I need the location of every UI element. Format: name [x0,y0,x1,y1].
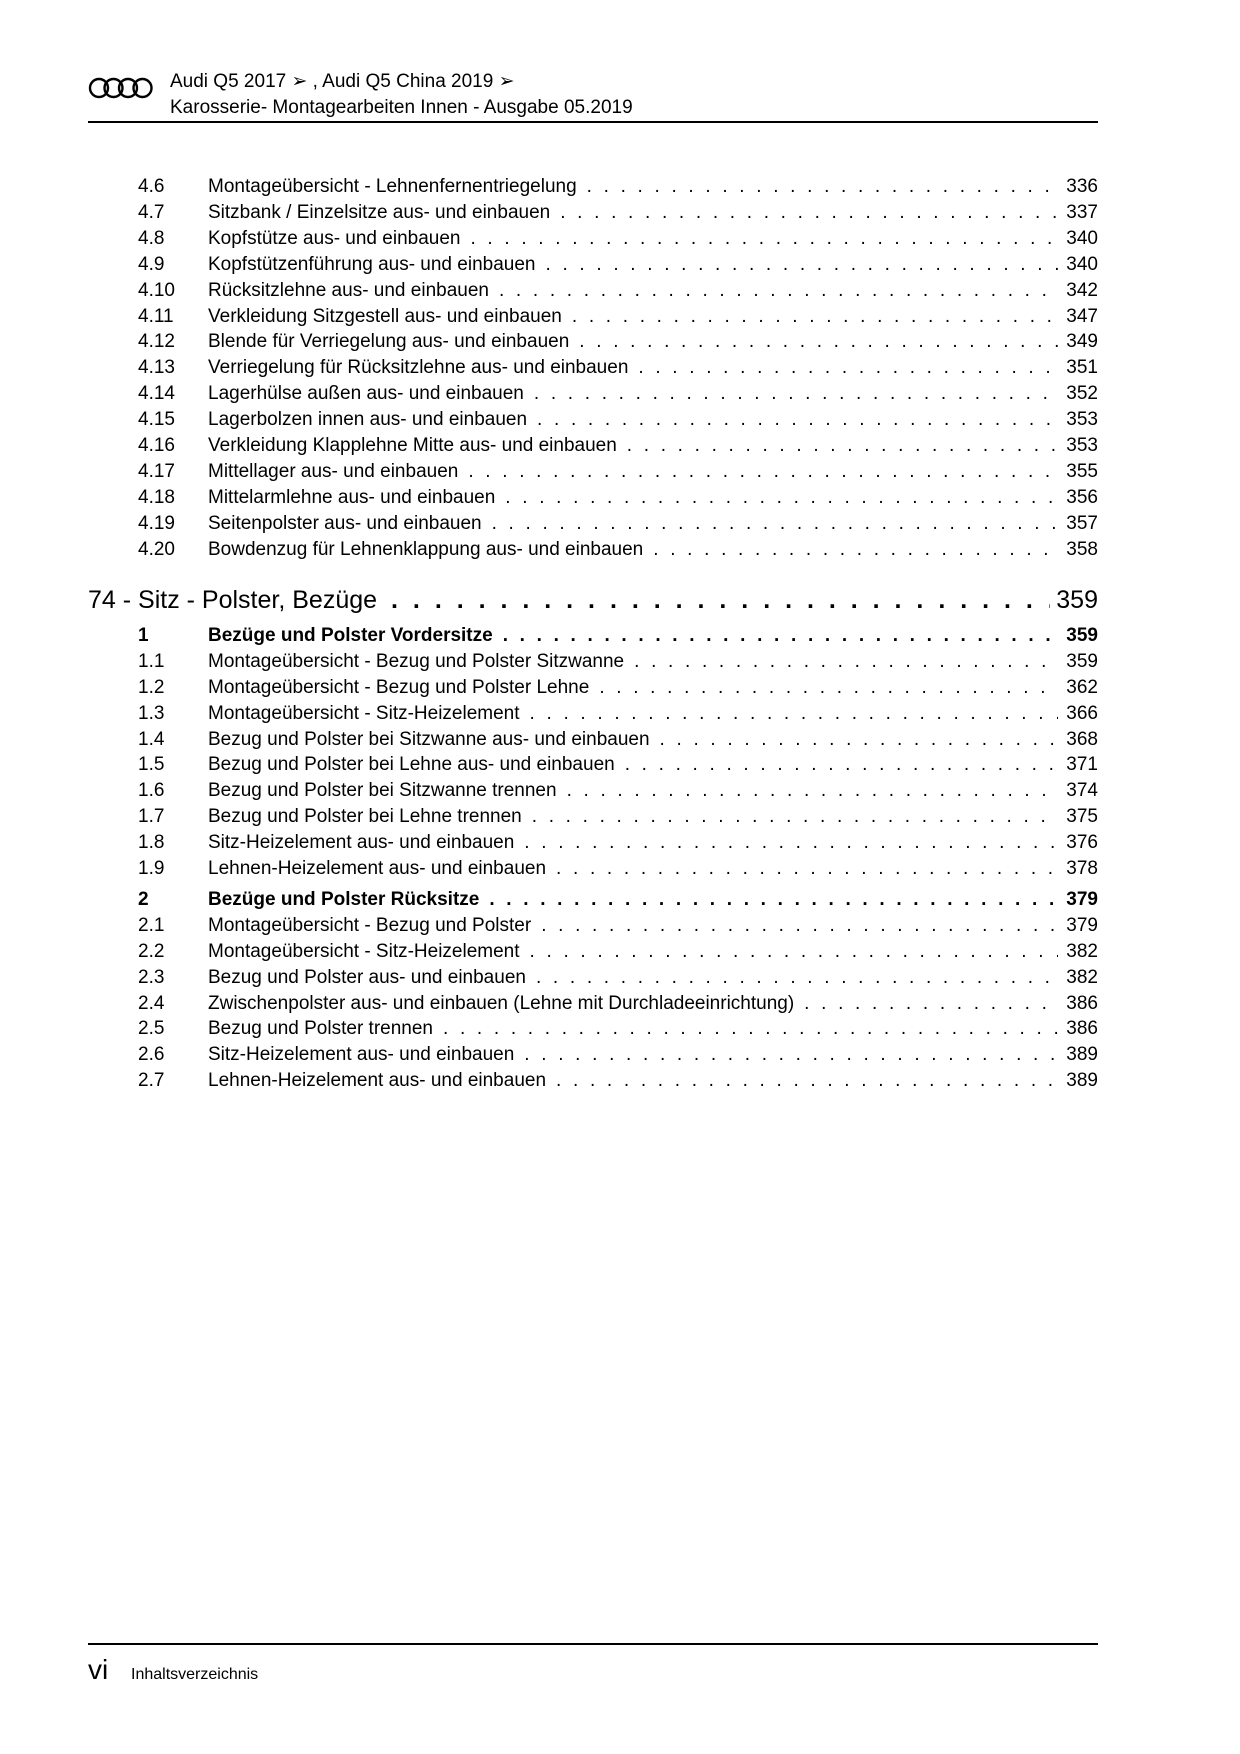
dot-leader [499,278,1058,304]
chapter-page-number: 359 [1056,586,1098,614]
toc-entry[interactable] [138,939,1098,965]
entry-page-number: 368 [1066,729,1098,750]
entry-title: Bezüge und Polster Vordersitze [208,625,493,646]
entry-title: Sitzbank / Einzelsitze aus- und einbauen [208,202,551,223]
entry-number: 2 [138,889,149,910]
entry-page-number: 351 [1066,357,1098,378]
dot-leader [391,583,1050,617]
entry-title: Bezug und Polster bei Lehne aus- und einbauen [208,754,615,775]
entry-page-number: 362 [1066,677,1098,698]
toc-entry[interactable] [138,381,1098,407]
entry-page-number: 347 [1066,306,1098,327]
entry-page-number: 352 [1066,383,1098,404]
entry-number: 4.20 [138,539,175,560]
entry-page-number: 389 [1066,1070,1098,1091]
toc-entry[interactable] [138,727,1098,753]
dot-leader [492,511,1059,537]
toc-entry[interactable] [138,485,1098,511]
entry-page-number: 389 [1066,1044,1098,1065]
entry-number: 2.1 [138,915,165,936]
toc-entry[interactable] [138,965,1098,991]
entry-page-number: 349 [1066,331,1098,352]
entry-title: Mittellager aus- und einbauen [208,461,459,482]
entry-title: Blende für Verriegelung aus- und einbauen [208,331,570,352]
entry-number: 4.8 [138,228,165,249]
dot-leader [541,913,1058,939]
toc-entry[interactable] [138,1042,1098,1068]
dot-leader [660,727,1059,753]
entry-title: Montageübersicht - Bezug und Polster Lehne [208,677,590,698]
entry-number: 1.3 [138,703,165,724]
dot-leader [804,991,1058,1017]
entry-title: Montageübersicht - Bezug und Polster [208,915,532,936]
toc-entry[interactable] [138,1016,1098,1042]
entry-page-number: 353 [1066,409,1098,430]
dot-leader [489,887,1058,913]
toc-entry[interactable] [138,304,1098,330]
dot-leader [532,804,1059,830]
dot-leader [556,856,1058,882]
dot-leader [505,485,1058,511]
toc-section-entry[interactable] [138,887,1098,913]
entry-title: Bezug und Polster aus- und einbauen [208,967,526,988]
toc-entry[interactable] [138,200,1098,226]
dot-leader [524,1042,1058,1068]
entry-page-number: 353 [1066,435,1098,456]
toc-entry[interactable] [138,778,1098,804]
entry-page-number: 342 [1066,280,1098,301]
entry-page-number: 382 [1066,941,1098,962]
entry-title: Zwischenpolster aus- und einbauen (Lehne mit Durchladeeinrichtung) [208,993,795,1014]
entry-title: Lagerhülse außen aus- und einbauen [208,383,524,404]
toc-entry[interactable] [138,701,1098,727]
toc-entry[interactable] [138,830,1098,856]
entry-number: 4.12 [138,331,175,352]
dot-leader [587,174,1059,200]
entry-number: 4.16 [138,435,175,456]
entry-number: 4.19 [138,513,175,534]
dot-leader [567,778,1059,804]
entry-number: 4.18 [138,487,175,508]
dot-leader [599,675,1058,701]
chapter-title: 74 - Sitz - Polster, Bezüge [88,586,378,614]
entry-number: 2.2 [138,941,165,962]
entry-page-number: 379 [1066,889,1098,910]
entry-number: 1.6 [138,780,165,801]
dot-leader [560,200,1058,226]
entry-number: 2.6 [138,1044,165,1065]
entry-number: 4.7 [138,202,165,223]
entry-number: 4.10 [138,280,175,301]
dot-leader [443,1016,1058,1042]
footer-divider [88,1643,1098,1645]
dot-leader [470,226,1058,252]
entry-title: Montageübersicht - Bezug und Polster Sitzwanne [208,651,625,672]
toc-entry[interactable] [138,278,1098,304]
dot-leader [653,537,1058,563]
entry-title: Verkleidung Klapplehne Mitte aus- und einbauen [208,435,617,456]
header-divider [88,121,1098,123]
entry-page-number: 359 [1066,651,1098,672]
entry-title: Sitz-Heizelement aus- und einbauen [208,832,515,853]
entry-number: 4.17 [138,461,175,482]
entry-page-number: 356 [1066,487,1098,508]
entry-page-number: 375 [1066,806,1098,827]
entry-title: Bezug und Polster bei Sitzwanne aus- und einbauen [208,729,650,750]
entry-page-number: 340 [1066,254,1098,275]
toc-entry[interactable] [138,355,1098,381]
footer-section-label: Inhaltsverzeichnis [131,1666,259,1683]
entry-page-number: 359 [1066,625,1098,646]
entry-title: Rücksitzlehne aus- und einbauen [208,280,489,301]
dot-leader [545,252,1058,278]
entry-title: Montageübersicht - Sitz-Heizelement [208,703,520,724]
dot-leader [524,830,1058,856]
entry-title: Bezug und Polster bei Lehne trennen [208,806,522,827]
toc-entry[interactable] [138,752,1098,778]
toc-entry[interactable] [138,407,1098,433]
entry-title: Lagerbolzen innen aus- und einbauen [208,409,528,430]
entry-page-number: 357 [1066,513,1098,534]
entry-number: 1.7 [138,806,165,827]
entry-page-number: 386 [1066,993,1098,1014]
entry-number: 4.14 [138,383,175,404]
entry-title: Verkleidung Sitzgestell aus- und einbauen [208,306,562,327]
footer-page-number: vi [88,1654,109,1685]
entry-title: Lehnen-Heizelement aus- und einbauen [208,1070,547,1091]
entry-title: Kopfstützenführung aus- und einbauen [208,254,536,275]
dot-leader [627,433,1059,459]
entry-page-number: 355 [1066,461,1098,482]
dot-leader [556,1068,1058,1094]
entry-number: 2.3 [138,967,165,988]
entry-number: 1.5 [138,754,165,775]
entry-title: Kopfstütze aus- und einbauen [208,228,461,249]
entry-page-number: 374 [1066,780,1098,801]
dot-leader [625,752,1059,778]
entry-title: Bezug und Polster bei Sitzwanne trennen [208,780,557,801]
dot-leader [468,459,1058,485]
entry-page-number: 340 [1066,228,1098,249]
toc-entry[interactable] [138,675,1098,701]
toc-entry[interactable] [138,856,1098,882]
entry-page-number: 376 [1066,832,1098,853]
entry-number: 4.6 [138,176,165,197]
audi-rings-logo [88,77,154,99]
toc-entry[interactable] [138,329,1098,355]
dot-leader [530,701,1059,727]
entry-page-number: 371 [1066,754,1098,775]
toc-entry[interactable] [138,1068,1098,1094]
header-subtitle: Karosserie- Montagearbeiten Innen - Ausgabe 05.2019 [170,97,633,118]
dot-leader [579,329,1058,355]
toc-entry[interactable] [138,991,1098,1017]
entry-number: 2.4 [138,993,165,1014]
entry-page-number: 336 [1066,176,1098,197]
entry-page-number: 366 [1066,703,1098,724]
entry-title: Bowdenzug für Lehnenklappung aus- und einbauen [208,539,644,560]
entry-number: 1.1 [138,651,165,672]
entry-page-number: 379 [1066,915,1098,936]
entry-number: 1.2 [138,677,165,698]
entry-number: 1.4 [138,729,165,750]
entry-number: 1 [138,625,149,646]
toc-entry[interactable] [138,649,1098,675]
dot-leader [503,623,1059,649]
entry-title: Verriegelung für Rücksitzlehne aus- und einbauen [208,357,629,378]
entry-page-number: 382 [1066,967,1098,988]
toc-section-entry[interactable] [138,623,1098,649]
entry-title: Lehnen-Heizelement aus- und einbauen [208,858,547,879]
toc-entry[interactable] [138,459,1098,485]
entry-title: Montageübersicht - Lehnenfernentriegelung [208,176,577,197]
entry-page-number: 358 [1066,539,1098,560]
entry-title: Sitz-Heizelement aus- und einbauen [208,1044,515,1065]
header-title: Audi Q5 2017 ➢ , Audi Q5 China 2019 ➢ [170,71,515,92]
toc-entry[interactable] [138,913,1098,939]
entry-title: Bezug und Polster trennen [208,1018,433,1039]
toc-entry[interactable] [138,252,1098,278]
entry-number: 4.11 [138,306,174,327]
entry-number: 2.5 [138,1018,165,1039]
toc-entry[interactable] [138,226,1098,252]
toc-entry[interactable] [138,537,1098,563]
entry-number: 4.13 [138,357,175,378]
toc-chapter-heading[interactable] [88,583,1098,617]
dot-leader [534,381,1058,407]
toc-entry[interactable] [138,804,1098,830]
dot-leader [537,407,1058,433]
dot-leader [638,355,1058,381]
entry-number: 4.9 [138,254,165,275]
entry-page-number: 337 [1066,202,1098,223]
dot-leader [572,304,1058,330]
entry-number: 1.8 [138,832,165,853]
entry-number: 4.15 [138,409,175,430]
entry-page-number: 378 [1066,858,1098,879]
entry-title: Bezüge und Polster Rücksitze [208,889,480,910]
dot-leader [634,649,1058,675]
entry-title: Seitenpolster aus- und einbauen [208,513,482,534]
entry-page-number: 386 [1066,1018,1098,1039]
toc-entry[interactable] [138,174,1098,200]
toc-entry[interactable] [138,433,1098,459]
dot-leader [530,939,1059,965]
entry-number: 1.9 [138,858,165,879]
entry-number: 2.7 [138,1070,165,1091]
entry-title: Mittelarmlehne aus- und einbauen [208,487,496,508]
toc-entry[interactable] [138,511,1098,537]
dot-leader [536,965,1058,991]
entry-title: Montageübersicht - Sitz-Heizelement [208,941,520,962]
